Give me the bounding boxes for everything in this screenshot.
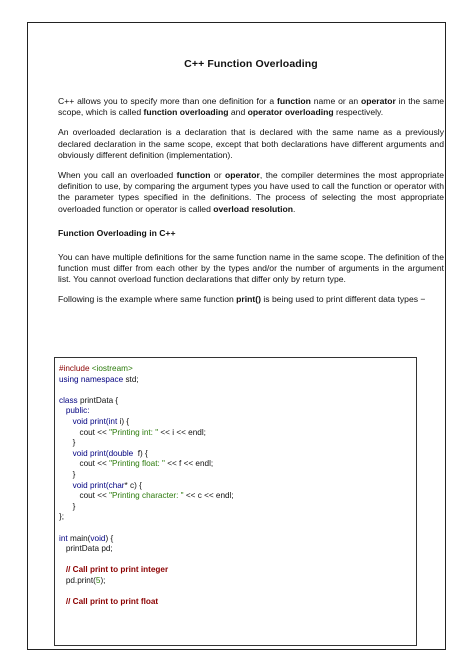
text-run: name or an [310, 96, 361, 106]
bold-term: function [277, 96, 311, 106]
code-token: } [59, 501, 76, 511]
section-heading: Function Overloading in C++ [58, 227, 176, 238]
bold-term: operator [225, 170, 260, 181]
bold-term: operator overloading [247, 107, 334, 118]
code-line [59, 565, 416, 576]
text-run: Following is the example where same function [58, 294, 237, 305]
code-token: pd.print( [59, 575, 96, 585]
code-token: "Printing character: " [109, 491, 184, 501]
bold-term: overload resolution [213, 203, 294, 214]
multiple-definitions-paragraph [58, 252, 444, 286]
code-token: int [59, 533, 70, 543]
overload-resolution-paragraph [58, 170, 444, 215]
code-token: } [59, 469, 76, 479]
code-token: void [72, 448, 90, 458]
code-token: using namespace [59, 374, 126, 384]
code-line [59, 555, 416, 566]
code-token: int [108, 416, 120, 426]
code-token [59, 406, 66, 415]
code-line [59, 449, 416, 460]
code-token: << c << endl; [183, 491, 234, 501]
code-line [59, 428, 416, 439]
code-token: << i << endl; [158, 427, 206, 437]
code-line [59, 586, 416, 597]
code-line [59, 481, 416, 492]
code-token [59, 417, 73, 426]
code-token: #include [59, 364, 92, 373]
code-token: char [108, 480, 125, 490]
text-run: , the compiler determines the most appropriate definition to use, by comparing the argument types you have used to call the function or operator with the parameter types specified in the definitions. The process of selecting the most appropriate overloaded function or operator is called [58, 170, 444, 214]
code-token: ) { [105, 533, 114, 543]
code-example-box [54, 357, 417, 646]
code-line [59, 364, 416, 375]
code-line [59, 544, 416, 555]
code-token: print( [89, 416, 109, 426]
code-line [59, 375, 416, 386]
text-run: C++ allows you to specify more than one definition for a [58, 96, 278, 106]
code-token: // Call print to print float [65, 597, 159, 607]
code-token: ); [100, 575, 106, 585]
code-line [59, 396, 416, 407]
code-token: printData pd; [59, 544, 113, 554]
code-line [59, 438, 416, 449]
code-token: public: [65, 406, 90, 416]
intro-paragraph [58, 96, 444, 118]
page-title: C++ Function Overloading [184, 58, 318, 70]
code-token: << f << endl; [164, 459, 214, 469]
text-run: and [228, 107, 248, 118]
code-line [59, 406, 416, 417]
document-page [27, 22, 446, 650]
text-run: You can have multiple definitions for the same function name in the same scope. The definition of the function must differ from each other by the types and/or the number of arguments in the argument list. You cannot overload function declarations that differ only by return type. [58, 251, 444, 285]
code-token: * c) { [124, 480, 142, 490]
code-line [59, 417, 416, 428]
code-token [59, 449, 73, 458]
code-token: print( [89, 448, 109, 458]
text-run: . [293, 203, 296, 214]
code-token: std; [125, 374, 139, 384]
code-token: main( [69, 533, 91, 543]
bold-term: function [176, 170, 211, 181]
code-line [59, 459, 416, 470]
code-token: // Call print to print integer [65, 565, 169, 575]
code-line [59, 576, 416, 587]
document-body [58, 58, 444, 315]
code-token: print( [89, 480, 109, 490]
code-line [59, 597, 416, 608]
code-line [59, 512, 416, 523]
example-intro-paragraph [58, 294, 444, 305]
overloaded-declaration-paragraph [58, 127, 444, 161]
code-token: "Printing int: " [109, 427, 159, 437]
text-run: is being used to print different data types − [261, 294, 426, 305]
code-token: i) { [119, 416, 130, 426]
code-token: void [72, 416, 90, 426]
code-token: void [90, 533, 106, 543]
code-line [59, 491, 416, 502]
text-run: in the same scope, which is called [58, 96, 445, 118]
code-line [59, 534, 416, 545]
code-token [59, 597, 66, 606]
code-line [59, 502, 416, 513]
code-token: f) { [135, 448, 148, 458]
code-token: class [59, 395, 80, 405]
code-token: cout << [59, 427, 110, 437]
code-token: void [72, 480, 90, 490]
bold-term: print() [236, 294, 261, 305]
code-token [59, 565, 66, 574]
code-token: 5 [95, 575, 101, 585]
code-token: double [108, 448, 136, 458]
bold-term: function overloading [143, 107, 229, 118]
code-line [59, 385, 416, 396]
code-line [59, 523, 416, 534]
text-run: When you call an overloaded [58, 170, 177, 181]
code-token: printData { [79, 395, 119, 405]
code-token: }; [59, 512, 65, 522]
code-token: <iostream> [91, 364, 133, 373]
code-token: } [59, 438, 76, 448]
text-run: respectively. [333, 107, 384, 118]
code-token: "Printing float: " [109, 459, 165, 469]
code-listing [59, 364, 416, 608]
code-token: cout << [59, 491, 110, 501]
code-line [59, 470, 416, 481]
bold-term: operator [360, 96, 396, 106]
code-token [59, 481, 73, 490]
text-run: or [210, 170, 226, 181]
text-run: An overloaded declaration is a declaration that is declared with the same name as a previously declared declaration in the same scope, except that both declarations have different arguments and obviously different definition (implementation). [58, 127, 444, 160]
code-token: cout << [59, 459, 110, 469]
